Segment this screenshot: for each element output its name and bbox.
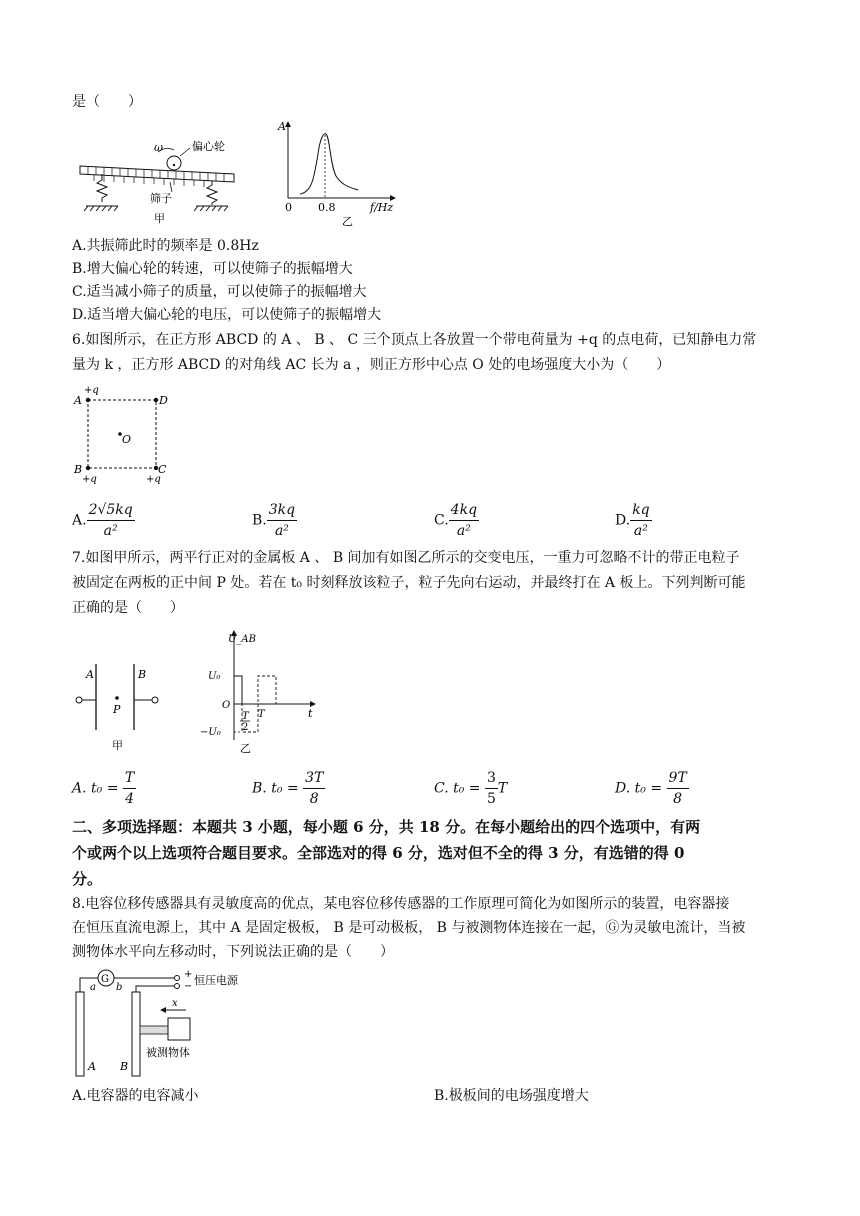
q5-option-a[interactable]: A.共振筛此时的频率是 0.8Hz — [72, 238, 259, 254]
section2-heading-line1: 二、多项选择题：本题共 3 小题，每小题 6 分，共 18 分。在每小题给出的四个选项中，有两 — [72, 818, 701, 836]
charge-a — [86, 398, 90, 402]
fixed-plate-a — [76, 992, 84, 1076]
movable-plate-b — [132, 992, 140, 1076]
svg-text:+q: +q — [84, 385, 99, 396]
connector-rod — [140, 1026, 168, 1034]
q8-option-a[interactable]: A.电容器的电容减小 — [72, 1088, 199, 1104]
screen-label: 筛子 — [150, 192, 172, 205]
q7-option-d[interactable]: D. t₀ = $\frac{9T}{8}$ — [615, 770, 687, 807]
origin-label: 0 — [285, 201, 292, 214]
object-label: 被测物体 — [146, 1046, 190, 1059]
svg-text:A: A — [88, 1060, 96, 1073]
svg-text:+: + — [184, 969, 193, 980]
svg-text:t: t — [308, 707, 313, 720]
svg-text:U₀: U₀ — [208, 671, 221, 682]
svg-text:O: O — [122, 433, 132, 446]
q7-figure-yi — [196, 628, 324, 758]
svg-text:B: B — [138, 668, 147, 681]
q8-stem-line2: 在恒压直流电源上，其中 A 是固定极板， B 是可动极板， B 与被测物体连接在一起，Ⓖ为灵敏电流计，当被 — [72, 920, 746, 936]
svg-text:T: T — [258, 709, 265, 720]
q8-figure-sensor — [70, 964, 270, 1080]
q5-figure-yi — [276, 118, 402, 230]
fig-caption-jia: 甲 — [154, 212, 165, 225]
terminal-right — [152, 697, 158, 703]
corner-d — [154, 398, 158, 402]
q6-option-d[interactable]: D. $\frac{kq}{\text{a²}}$ — [615, 502, 650, 539]
q6-stem-line2: 量为 k ，正方形 ABCD 的对角线 AC 长为 a ，则正方形中心点 O 处的电场强度大小为（ ） — [72, 357, 671, 373]
left-spring — [97, 174, 107, 202]
svg-text:甲: 甲 — [112, 739, 123, 752]
q5-option-c[interactable]: C.适当减小筛子的质量，可以使筛子的振幅增大 — [72, 284, 367, 300]
q6-stem-line1: 6.如图所示，在正方形 ABCD 的 A 、 B 、 C 三个顶点上各放置一个带电荷量为 +q 的点电荷，已知静电力常 — [72, 332, 757, 348]
resonance-curve — [300, 134, 358, 194]
right-spring — [207, 181, 217, 205]
q8-stem-line1: 8.电容位移传感器具有灵敏度高的优点，某电容位移传感器的工作原理可简化为如图所示的装置，电容器接 — [72, 896, 730, 912]
svg-text:U_AB: U_AB — [228, 634, 256, 645]
svg-text:T: T — [242, 711, 249, 722]
svg-text:a: a — [90, 982, 96, 993]
svg-text:+q: +q — [146, 474, 161, 485]
svg-text:B: B — [120, 1060, 129, 1073]
eccentric-wheel — [167, 156, 181, 170]
svg-text:b: b — [116, 982, 123, 993]
svg-text:B: B — [74, 463, 83, 476]
svg-text:O: O — [222, 700, 231, 711]
q8-stem-line3: 测物体水平向左移动时，下列说法正确的是（ ） — [72, 944, 394, 960]
q7-stem-line2: 被固定在两板的正中间 P 处。若在 t₀ 时刻释放该粒子，粒子先向右运动，并最终打在 A 板上。下列判断可能 — [72, 575, 746, 591]
section2-heading-line3: 分。 — [72, 870, 103, 888]
svg-text:2: 2 — [242, 722, 249, 733]
q7-option-c[interactable]: C. t₀ = $\frac{3}{5}$ T — [434, 770, 508, 807]
amplitude-axis-label: A — [278, 120, 286, 133]
q7-figure-jia — [72, 660, 172, 756]
svg-text:C: C — [158, 463, 167, 476]
q7-option-b[interactable]: B. t₀ = $\frac{3T}{8}$ — [252, 770, 324, 807]
svg-text:A: A — [86, 668, 94, 681]
screen-plank — [80, 166, 234, 182]
terminal-left — [76, 697, 82, 703]
q6-option-c[interactable]: C. $\frac{4kq}{\text{a²}}$ — [434, 502, 478, 539]
q7-stem-line3: 正确的是（ ） — [72, 600, 184, 616]
q6-option-a[interactable]: A. $\frac{2√5kq}{\text{a²}}$ — [72, 502, 133, 539]
q7-stem-line1: 7.如图甲所示，两平行正对的金属板 A 、 B 间加有如图乙所示的交变电压，一重力可忽略不计的带正电粒子 — [72, 550, 740, 566]
omega-label: ω — [154, 141, 163, 154]
q5-option-b[interactable]: B.增大偏心轮的转速，可以使筛子的振幅增大 — [72, 261, 353, 277]
svg-text:−: − — [184, 981, 193, 992]
section2-heading-line2: 个或两个以上选项符合题目要求。全部选对的得 6 分，选对但不全的得 3 分，有选错的得 0 — [72, 844, 685, 862]
q5-figure-jia — [74, 136, 244, 228]
svg-text:D: D — [159, 394, 168, 407]
svg-text:A: A — [74, 394, 82, 407]
peak-frequency-label: 0.8 — [318, 201, 336, 214]
q6-figure-square — [70, 384, 180, 488]
svg-text:x: x — [172, 998, 178, 1009]
svg-text:+q: +q — [82, 474, 97, 485]
ground — [84, 206, 228, 211]
power-source-label: 恒压电源 — [194, 974, 238, 987]
wheel-label: 偏心轮 — [192, 140, 225, 153]
q5-stem-tail: 是（ ） — [72, 94, 142, 110]
svg-text:−U₀: −U₀ — [200, 727, 221, 738]
q8-option-b[interactable]: B.极板间的电场强度增大 — [434, 1088, 589, 1104]
svg-text:P: P — [113, 703, 121, 716]
q5-option-d[interactable]: D.适当增大偏心轮的电压，可以使筛子的振幅增大 — [72, 307, 382, 323]
particle-p — [115, 696, 119, 700]
q6-option-b[interactable]: B. $\frac{3kq}{\text{a²}}$ — [252, 502, 296, 539]
svg-text:G: G — [101, 974, 109, 985]
frequency-axis-label: f/Hz — [370, 201, 394, 214]
q7-option-a[interactable]: A. t₀ = $\frac{T}{4}$ — [72, 770, 135, 807]
charge-b — [86, 466, 90, 470]
measured-object — [168, 1018, 190, 1040]
svg-text:乙: 乙 — [240, 742, 251, 755]
fig-caption-yi: 乙 — [342, 215, 353, 228]
